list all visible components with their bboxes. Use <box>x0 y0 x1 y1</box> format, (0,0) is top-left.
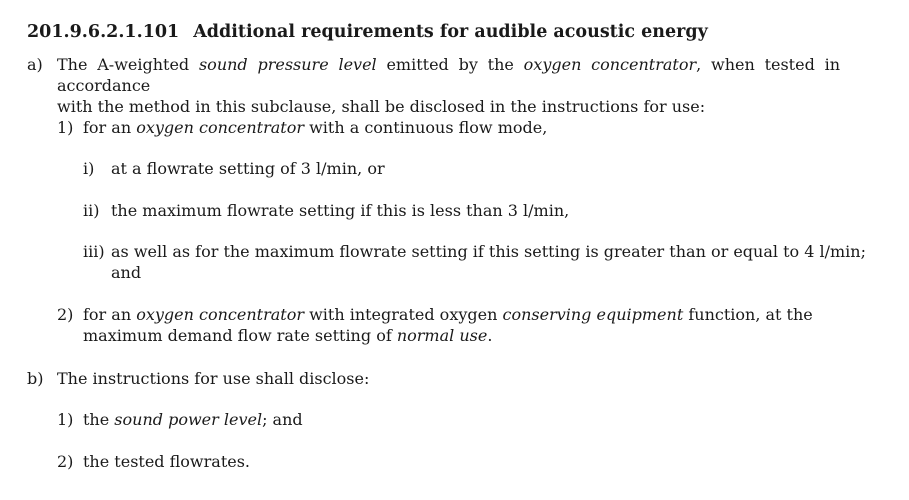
list-marker-iii: iii) <box>83 242 105 261</box>
term-conserving-equipment: conserving equipment <box>502 305 684 324</box>
list-item-a-2-line-1: for an oxygen concentrator with integrated oxygen conserving equipment function, at the <box>83 305 813 324</box>
section-title: Additional requirements for audible acoustic energy <box>193 22 708 42</box>
list-item-a-1-iii-text <box>111 241 866 283</box>
list-marker-a-2: 2) <box>57 305 74 324</box>
list-item-a-2 <box>57 304 847 348</box>
list-item-a-1-iii <box>83 241 866 285</box>
term-oxygen-concentrator: oxygen concentrator <box>136 305 304 324</box>
list-item-a-line-2: with the method in this subclause, shall be disclosed in the instructions for use: <box>57 97 706 116</box>
list-item-a-line-1: The A-weighted sound pressure level emitted by the oxygen concentrator, when tested in accordance <box>57 55 841 95</box>
term-oxygen-concentrator: oxygen concentrator <box>523 55 697 74</box>
section-number: 201.9.6.2.1.101 <box>27 22 180 42</box>
list-marker-a-1: 1) <box>57 118 74 137</box>
list-item-a-1 <box>57 117 847 139</box>
list-marker-b-2: 2) <box>57 452 74 471</box>
list-item-b-text: The instructions for use shall disclose: <box>57 369 370 388</box>
list-marker-ii: ii) <box>83 201 100 220</box>
list-item-a-1-ii-text: the maximum flowrate setting if this is less than 3 l/min, <box>111 201 570 220</box>
list-item-b <box>27 368 847 390</box>
list-item-b-1 <box>57 409 847 431</box>
list-item-a-1-iii-line-1: as well as for the maximum flowrate setting if this setting is greater than or equal to 4 l/min; <box>111 242 866 261</box>
section-heading <box>27 22 708 43</box>
term-sound-power-level: sound power level <box>114 410 263 429</box>
list-item-a-text <box>57 54 840 117</box>
list-item-a-2-line-2: maximum demand flow rate setting of normal use. <box>83 326 493 345</box>
list-item-b-2 <box>57 451 847 473</box>
list-marker-i: i) <box>83 159 95 178</box>
list-item-a-1-iii-line-2: and <box>111 263 142 282</box>
list-item-b-2-text: the tested flowrates. <box>83 452 251 471</box>
list-marker-a: a) <box>27 55 43 74</box>
term-normal-use: normal use <box>396 326 488 345</box>
list-item-a-1-ii <box>83 200 843 222</box>
term-oxygen-concentrator: oxygen concentrator <box>136 118 304 137</box>
list-item-a-2-text <box>83 304 839 346</box>
term-sound-pressure-level: sound pressure level <box>198 55 377 74</box>
list-item-a-1-i-text: at a flowrate setting of 3 l/min, or <box>111 159 385 178</box>
list-item-a <box>27 54 857 116</box>
list-marker-b: b) <box>27 369 44 388</box>
list-item-a-1-text: for an oxygen concentrator with a continuous flow mode, <box>83 118 548 137</box>
list-item-a-1-i <box>83 158 843 180</box>
list-item-b-1-text: the sound power level; and <box>83 410 303 429</box>
list-marker-b-1: 1) <box>57 410 74 429</box>
